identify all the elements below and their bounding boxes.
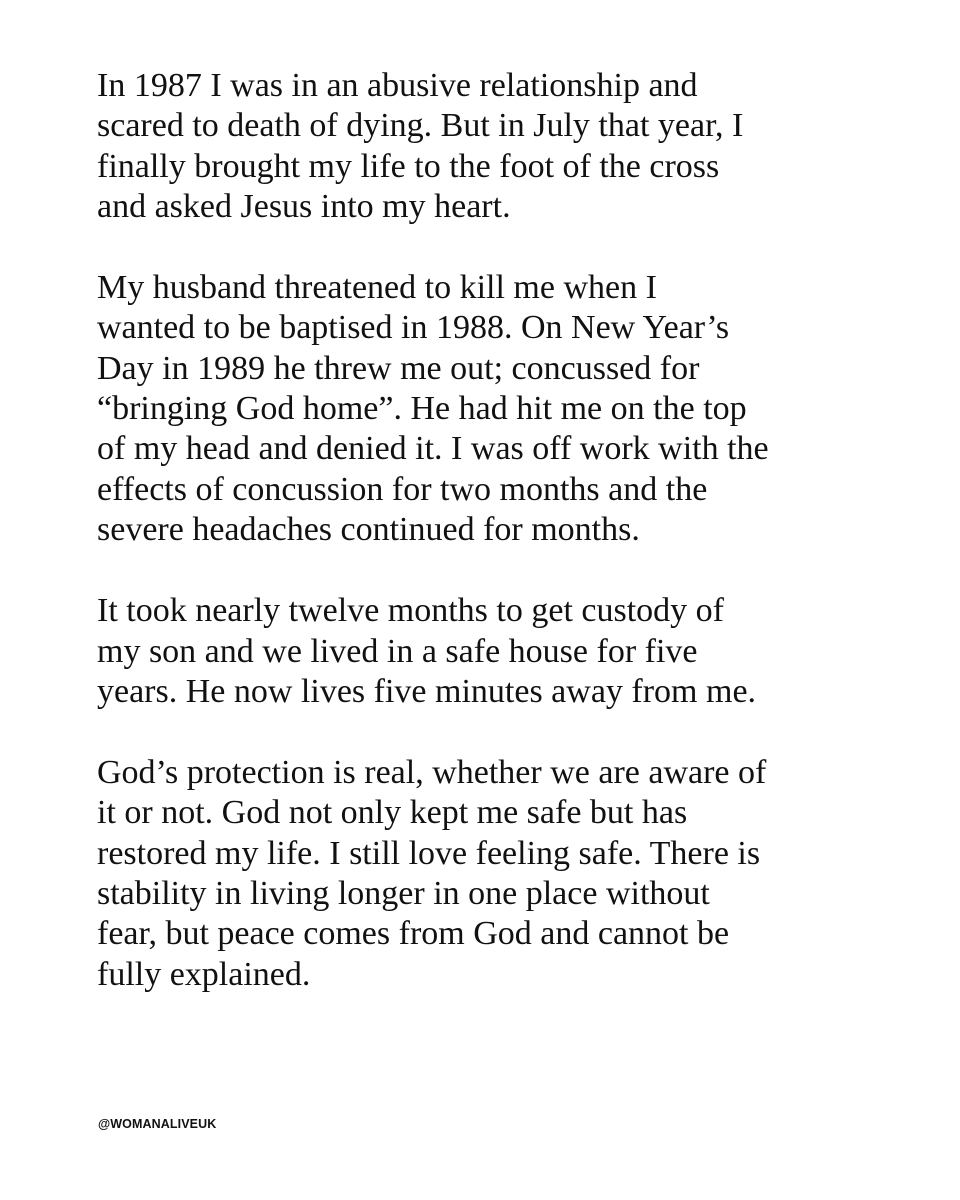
text-line: and asked Jesus into my heart. [97,187,511,225]
text-line: “bringing God home”. He had hit me on the top [97,390,747,428]
text-line: my son and we lived in a safe house for five [97,632,698,670]
text-line: scared to death of dying. But in July that year, I [97,107,744,145]
text-line: it or not. God not only kept me safe but has [97,794,688,832]
text-line: Day in 1989 he threw me out; concussed for [97,349,700,387]
text-line: stability in living longer in one place without [97,875,710,913]
text-line: My husband threatened to kill me when I [97,269,657,307]
text-line: severe headaches continued for months. [97,510,640,548]
paragraph-2 [97,268,897,550]
text-line: effects of concussion for two months and the [97,470,708,508]
story-text [97,66,897,995]
paragraph-1 [97,66,897,227]
text-line: fear, but peace comes from God and cannot be [97,915,730,953]
paragraph-4 [97,753,897,995]
text-line: God’s protection is real, whether we are aware of [97,754,767,792]
text-line: finally brought my life to the foot of the cross [97,147,720,185]
text-line: restored my life. I still love feeling safe. There is [97,834,761,872]
paragraph-3 [97,591,897,712]
text-line: fully explained. [97,955,311,993]
text-line: In 1987 I was in an abusive relationship and [97,67,698,104]
text-line: of my head and denied it. I was off work with the [97,430,769,468]
text-line: It took nearly twelve months to get custody of [97,592,724,630]
text-line: years. He now lives five minutes away from me. [97,672,757,710]
social-handle: @WOMANALIVEUK [98,1117,217,1131]
text-line: wanted to be baptised in 1988. On New Year’s [97,309,730,347]
